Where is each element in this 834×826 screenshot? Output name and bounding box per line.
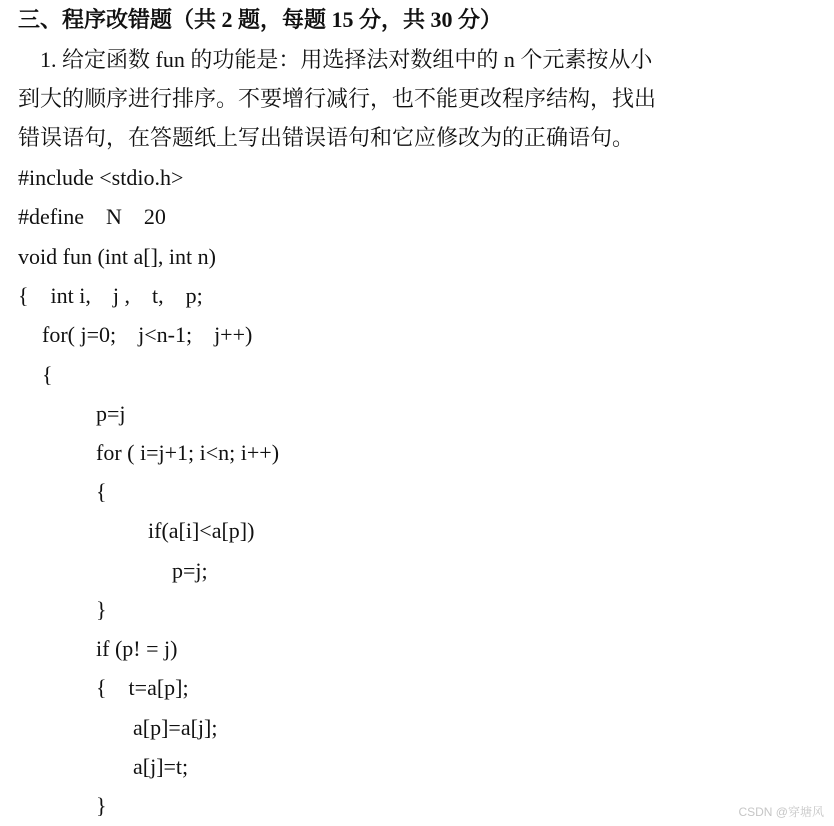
code-line: #define N 20	[18, 204, 166, 229]
question-line: 1. 给定函数 fun 的功能是：用选择法对数组中的 n 个元素按从小	[40, 47, 653, 72]
question-line: 到大的顺序进行排序。不要增行减行，也不能更改程序结构，找出	[18, 86, 657, 111]
question-text	[18, 40, 808, 157]
code-line: p=j	[96, 401, 126, 426]
code-line: if(a[i]<a[p])	[148, 518, 255, 543]
code-line: a[j]=t;	[133, 754, 189, 779]
code-line: for ( i=j+1; i<n; i++)	[96, 440, 280, 465]
code-line: for( j=0; j<n-1; j++)	[42, 322, 253, 347]
code-line: p=j;	[172, 558, 208, 583]
code-line: }	[96, 793, 107, 818]
code-line: {	[96, 479, 107, 504]
code-line: { int i, j , t, p;	[18, 283, 203, 308]
code-line: }	[96, 597, 107, 622]
code-line: if (p! = j)	[96, 636, 178, 661]
code-line: {	[42, 362, 53, 387]
watermark: CSDN @穿塘风	[738, 805, 824, 819]
code-line: void fun (int a[], int n)	[18, 244, 216, 269]
code-line: #include <stdio.h>	[18, 165, 184, 190]
code-line: a[p]=a[j];	[133, 715, 218, 740]
section-heading: 三、程序改错题（共 2 题，每题 15 分，共 30 分）	[18, 7, 503, 32]
question-line: 错误语句，在答题纸上写出错误语句和它应修改为的正确语句。	[18, 125, 635, 150]
code-line: { t=a[p];	[96, 675, 189, 700]
